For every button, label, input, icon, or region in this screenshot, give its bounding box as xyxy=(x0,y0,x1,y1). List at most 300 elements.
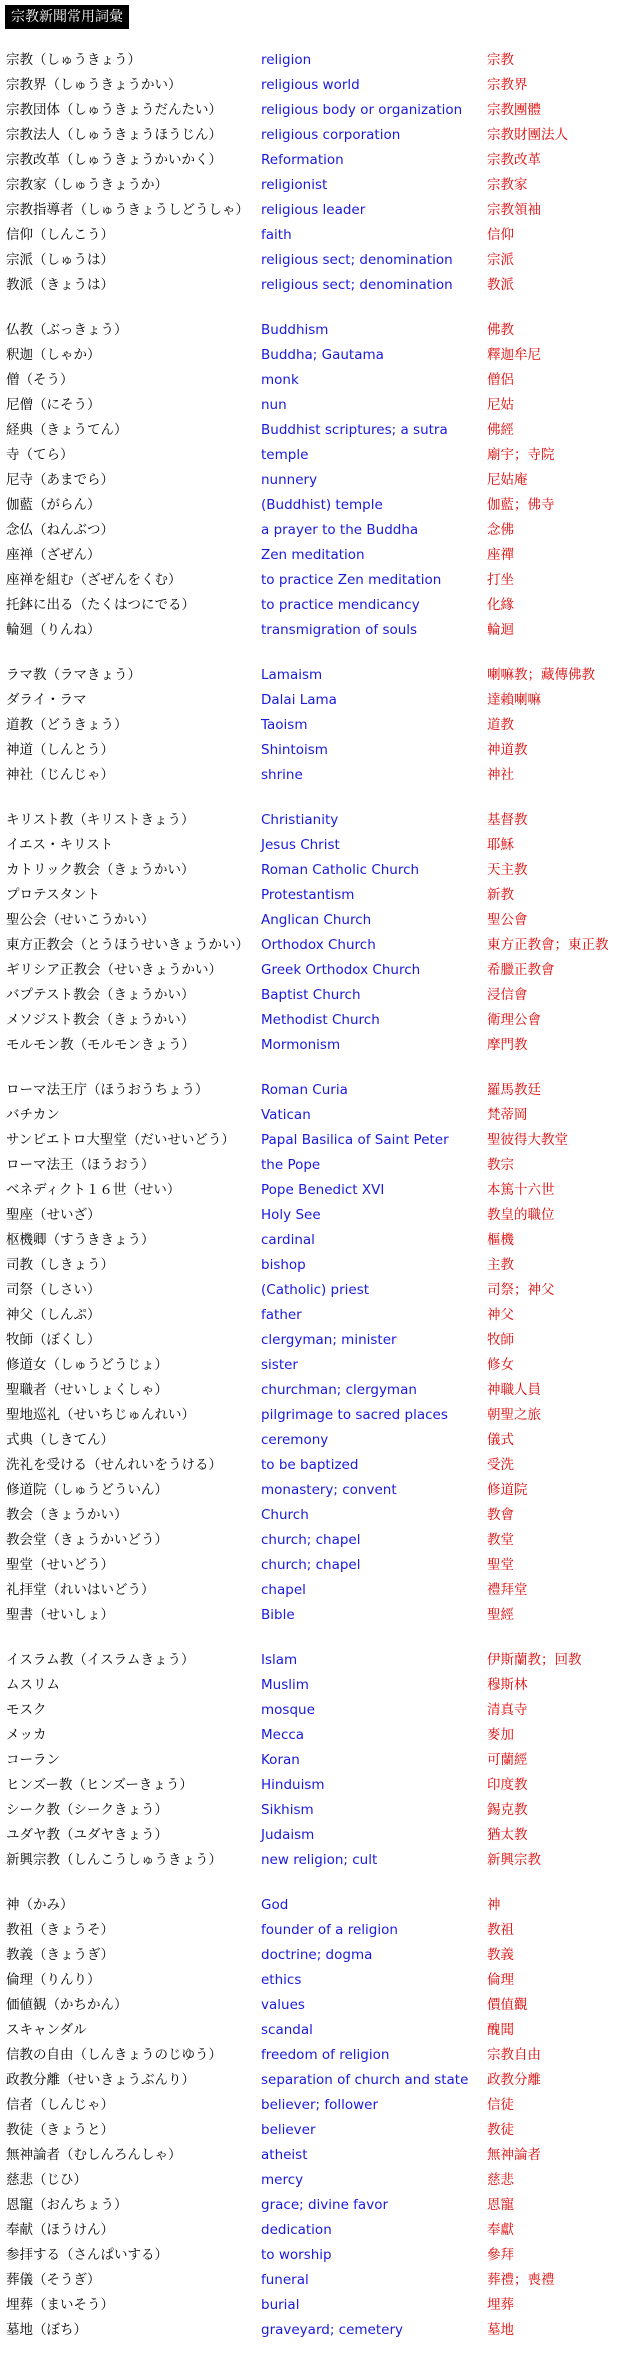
chinese-translation: 喇嘛教；藏傳佛教 xyxy=(487,667,595,683)
glossary-row xyxy=(0,2268,630,2293)
english-translation: Lamaism xyxy=(261,667,323,683)
chinese-translation: 佛經 xyxy=(487,422,514,438)
chinese-translation: 道教 xyxy=(487,717,514,733)
glossary-row xyxy=(0,468,630,493)
english-translation: founder of a religion xyxy=(261,1922,398,1938)
chinese-translation: 神職人員 xyxy=(487,1382,541,1398)
glossary-row xyxy=(0,1178,630,1203)
japanese-term: 僧（そう） xyxy=(6,372,74,388)
english-translation: atheist xyxy=(261,2147,308,2163)
chinese-translation: 打坐 xyxy=(487,572,514,588)
japanese-term: プロテスタント xyxy=(6,887,100,903)
english-translation: (Buddhist) temple xyxy=(261,497,383,513)
chinese-translation: 教皇的職位 xyxy=(487,1207,555,1223)
glossary-row xyxy=(0,1648,630,1673)
chinese-translation: 希臘正教會 xyxy=(487,962,555,978)
chinese-translation: 宗教改革 xyxy=(487,152,541,168)
japanese-term: 倫理（りんり） xyxy=(6,1972,101,1988)
english-translation: religious body or organization xyxy=(261,102,463,118)
glossary-row xyxy=(0,1603,630,1628)
english-translation: Muslim xyxy=(261,1677,309,1693)
chinese-translation: 埋葬 xyxy=(487,2297,514,2313)
chinese-translation: 醜聞 xyxy=(487,2022,514,2038)
chinese-translation: 基督教 xyxy=(487,812,528,828)
chinese-translation: 東方正教會；東正教 xyxy=(487,937,609,953)
japanese-term: シーク教（シークきょう） xyxy=(6,1802,168,1818)
japanese-term: 座禅を組む（ざぜんをくむ） xyxy=(6,572,182,588)
glossary-row xyxy=(0,1823,630,1848)
glossary-row xyxy=(0,418,630,443)
chinese-translation: 教義 xyxy=(487,1947,514,1963)
japanese-term: バチカン xyxy=(6,1107,60,1123)
english-translation: father xyxy=(261,1307,302,1323)
japanese-term: 座禅（ざぜん） xyxy=(6,547,101,563)
english-translation: dedication xyxy=(261,2222,332,2238)
chinese-translation: 聖堂 xyxy=(487,1557,514,1573)
japanese-term: 恩寵（おんちょう） xyxy=(6,2197,128,2213)
glossary-list xyxy=(0,48,630,2363)
chinese-translation: 教宗 xyxy=(487,1157,514,1173)
glossary-row xyxy=(0,713,630,738)
glossary-row xyxy=(0,1578,630,1603)
glossary-row xyxy=(0,543,630,568)
glossary-row xyxy=(0,123,630,148)
glossary-row xyxy=(0,48,630,73)
glossary-row xyxy=(0,2043,630,2068)
glossary-row xyxy=(0,1228,630,1253)
english-translation: Sikhism xyxy=(261,1802,314,1818)
chinese-translation: 信仰 xyxy=(487,227,514,243)
english-translation: Greek Orthodox Church xyxy=(261,962,421,978)
english-translation: believer xyxy=(261,2122,316,2138)
japanese-term: ローマ法王（ほうおう） xyxy=(6,1157,155,1173)
japanese-term: 無神論者（むしんろんしゃ） xyxy=(6,2147,182,2163)
japanese-term: モルモン教（モルモンきょう） xyxy=(6,1037,195,1053)
english-translation: religionist xyxy=(261,177,328,193)
glossary-section xyxy=(0,318,630,643)
japanese-term: 聖公会（せいこうかい） xyxy=(6,912,155,928)
english-translation: Reformation xyxy=(261,152,344,168)
english-translation: nun xyxy=(261,397,287,413)
japanese-term: 釈迦（しゃか） xyxy=(6,347,101,363)
english-translation: church; chapel xyxy=(261,1557,361,1573)
glossary-row xyxy=(0,2118,630,2143)
english-translation: separation of church and state xyxy=(261,2072,469,2088)
glossary-row xyxy=(0,1453,630,1478)
japanese-term: 神父（しんぷ） xyxy=(6,1307,101,1323)
glossary-row xyxy=(0,1428,630,1453)
glossary-row xyxy=(0,1078,630,1103)
glossary-row xyxy=(0,663,630,688)
english-translation: the Pope xyxy=(261,1157,321,1173)
english-translation: Bible xyxy=(261,1607,295,1623)
chinese-translation: 聖彼得大教堂 xyxy=(487,1132,568,1148)
chinese-translation: 天主教 xyxy=(487,862,528,878)
english-translation: ethics xyxy=(261,1972,302,1988)
chinese-translation: 宗教 xyxy=(487,52,514,68)
chinese-translation: 本篤十六世 xyxy=(487,1182,555,1198)
english-translation: religious sect; denomination xyxy=(261,277,453,293)
chinese-translation: 尼姑庵 xyxy=(487,472,528,488)
english-translation: Hinduism xyxy=(261,1777,325,1793)
chinese-translation: 宗教領袖 xyxy=(487,202,541,218)
japanese-term: カトリック教会（きょうかい） xyxy=(6,862,195,878)
english-translation: values xyxy=(261,1997,305,2013)
english-translation: monastery; convent xyxy=(261,1482,397,1498)
english-translation: Orthodox Church xyxy=(261,937,376,953)
glossary-row xyxy=(0,368,630,393)
chinese-translation: 倫理 xyxy=(487,1972,514,1988)
chinese-translation: 神父 xyxy=(487,1307,514,1323)
chinese-translation: 梵蒂岡 xyxy=(487,1107,528,1123)
english-translation: mosque xyxy=(261,1702,315,1718)
english-translation: clergyman; minister xyxy=(261,1332,397,1348)
glossary-row xyxy=(0,343,630,368)
glossary-row xyxy=(0,833,630,858)
chinese-translation: 受洗 xyxy=(487,1457,514,1473)
glossary-row xyxy=(0,1008,630,1033)
japanese-term: 修道院（しゅうどういん） xyxy=(6,1482,168,1498)
glossary-row xyxy=(0,1253,630,1278)
glossary-row xyxy=(0,1403,630,1428)
english-translation: Shintoism xyxy=(261,742,328,758)
chinese-translation: 政教分離 xyxy=(487,2072,541,2088)
glossary-row xyxy=(0,1103,630,1128)
english-translation: bishop xyxy=(261,1257,306,1273)
english-translation: Mecca xyxy=(261,1727,305,1743)
japanese-term: 墓地（ぼち） xyxy=(6,2322,87,2338)
english-translation: Papal Basilica of Saint Peter xyxy=(261,1132,449,1148)
english-translation: Church xyxy=(261,1507,309,1523)
glossary-row xyxy=(0,518,630,543)
glossary-row xyxy=(0,883,630,908)
english-translation: mercy xyxy=(261,2172,304,2188)
glossary-row xyxy=(0,1203,630,1228)
glossary-row xyxy=(0,223,630,248)
glossary-row xyxy=(0,958,630,983)
english-translation: sister xyxy=(261,1357,298,1373)
english-translation: transmigration of souls xyxy=(261,622,418,638)
english-translation: to practice Zen meditation xyxy=(261,572,442,588)
glossary-row xyxy=(0,148,630,173)
english-translation: monk xyxy=(261,372,299,388)
chinese-translation: 摩門教 xyxy=(487,1037,528,1053)
japanese-term: 聖職者（せいしょくしゃ） xyxy=(6,1382,168,1398)
english-translation: Anglican Church xyxy=(261,912,372,928)
chinese-translation: 可蘭經 xyxy=(487,1752,528,1768)
japanese-term: ローマ法王庁（ほうおうちょう） xyxy=(6,1082,209,1098)
glossary-row xyxy=(0,318,630,343)
glossary-row xyxy=(0,908,630,933)
glossary-row xyxy=(0,1278,630,1303)
japanese-term: 宗教改革（しゅうきょうかいかく） xyxy=(6,152,222,168)
chinese-translation: 神社 xyxy=(487,767,514,783)
japanese-term: ダライ・ラマ xyxy=(6,692,87,708)
japanese-term: 神道（しんとう） xyxy=(6,742,114,758)
english-translation: faith xyxy=(261,227,292,243)
chinese-translation: 司祭；神父 xyxy=(487,1282,555,1298)
english-translation: cardinal xyxy=(261,1232,315,1248)
japanese-term: 埋葬（まいそう） xyxy=(6,2297,114,2313)
english-translation: grace; divine favor xyxy=(261,2197,388,2213)
chinese-translation: 教徒 xyxy=(487,2122,514,2138)
glossary-row xyxy=(0,763,630,788)
japanese-term: 信教の自由（しんきょうのじゆう） xyxy=(6,2047,222,2063)
glossary-row xyxy=(0,2168,630,2193)
chinese-translation: 修道院 xyxy=(487,1482,528,1498)
chinese-translation: 禮拜堂 xyxy=(487,1582,528,1598)
glossary-row xyxy=(0,443,630,468)
glossary-section xyxy=(0,1648,630,1873)
chinese-translation: 印度教 xyxy=(487,1777,528,1793)
english-translation: ceremony xyxy=(261,1432,329,1448)
japanese-term: 宗教団体（しゅうきょうだんたい） xyxy=(6,102,222,118)
chinese-translation: 宗教界 xyxy=(487,77,528,93)
english-translation: believer; follower xyxy=(261,2097,379,2113)
english-translation: Buddha; Gautama xyxy=(261,347,384,363)
english-translation: to worship xyxy=(261,2247,332,2263)
glossary-row xyxy=(0,1723,630,1748)
glossary-row xyxy=(0,568,630,593)
english-translation: Pope Benedict XVI xyxy=(261,1182,385,1198)
chinese-translation: 新興宗教 xyxy=(487,1852,541,1868)
japanese-term: 教義（きょうぎ） xyxy=(6,1947,114,1963)
glossary-section xyxy=(0,1078,630,1628)
english-translation: Baptist Church xyxy=(261,987,361,1003)
english-translation: temple xyxy=(261,447,309,463)
japanese-term: 慈悲（じひ） xyxy=(6,2172,87,2188)
glossary-row xyxy=(0,198,630,223)
english-translation: Koran xyxy=(261,1752,300,1768)
chinese-translation: 奉獻 xyxy=(487,2222,514,2238)
japanese-term: 尼寺（あまでら） xyxy=(6,472,114,488)
english-translation: funeral xyxy=(261,2272,309,2288)
english-translation: Vatican xyxy=(261,1107,311,1123)
chinese-translation: 教祖 xyxy=(487,1922,514,1938)
english-translation: God xyxy=(261,1897,289,1913)
english-translation: nunnery xyxy=(261,472,318,488)
japanese-term: 教会堂（きょうかいどう） xyxy=(6,1532,168,1548)
english-translation: Holy See xyxy=(261,1207,321,1223)
glossary-row xyxy=(0,1478,630,1503)
english-translation: religious corporation xyxy=(261,127,401,143)
japanese-term: 教派（きょうは） xyxy=(6,277,114,293)
japanese-term: 東方正教会（とうほうせいきょうかい） xyxy=(6,937,249,953)
japanese-term: キリスト教（キリストきょう） xyxy=(6,812,195,828)
english-translation: churchman; clergyman xyxy=(261,1382,417,1398)
chinese-translation: 牧師 xyxy=(487,1332,514,1348)
glossary-row xyxy=(0,273,630,298)
glossary-row xyxy=(0,1798,630,1823)
glossary-row xyxy=(0,1968,630,1993)
japanese-term: 信仰（しんこう） xyxy=(6,227,114,243)
glossary-section xyxy=(0,663,630,788)
english-translation: Jesus Christ xyxy=(261,837,340,853)
english-translation: Taoism xyxy=(261,717,308,733)
japanese-term: コーラン xyxy=(6,1752,60,1768)
glossary-row xyxy=(0,933,630,958)
japanese-term: 伽藍（がらん） xyxy=(6,497,101,513)
chinese-translation: 恩寵 xyxy=(487,2197,514,2213)
glossary-row xyxy=(0,2018,630,2043)
japanese-term: 念仏（ねんぶつ） xyxy=(6,522,114,538)
japanese-term: 神社（じんじゃ） xyxy=(6,767,114,783)
glossary-row xyxy=(0,1993,630,2018)
glossary-row xyxy=(0,738,630,763)
japanese-term: 礼拝堂（れいはいどう） xyxy=(6,1582,155,1598)
glossary-row xyxy=(0,1848,630,1873)
glossary-row xyxy=(0,1553,630,1578)
glossary-row xyxy=(0,1378,630,1403)
english-translation: to be baptized xyxy=(261,1457,359,1473)
glossary-section xyxy=(0,1893,630,2343)
japanese-term: ベネディクト１６世（せい） xyxy=(6,1182,181,1198)
japanese-term: 聖堂（せいどう） xyxy=(6,1557,114,1573)
japanese-term: 価値観（かちかん） xyxy=(6,1997,128,2013)
glossary-row xyxy=(0,73,630,98)
chinese-translation: 慈悲 xyxy=(487,2172,514,2188)
english-translation: Roman Catholic Church xyxy=(261,862,420,878)
glossary-row xyxy=(0,593,630,618)
japanese-term: 宗教（しゅうきょう） xyxy=(6,52,141,68)
english-translation: Buddhist scriptures; a sutra xyxy=(261,422,448,438)
chinese-translation: 參拜 xyxy=(487,2247,514,2263)
english-translation: Methodist Church xyxy=(261,1012,380,1028)
glossary-row xyxy=(0,248,630,273)
japanese-term: イスラム教（イスラムきょう） xyxy=(6,1652,195,1668)
glossary-row xyxy=(0,1673,630,1698)
glossary-row xyxy=(0,2193,630,2218)
glossary-row xyxy=(0,618,630,643)
japanese-term: 経典（きょうてん） xyxy=(6,422,128,438)
glossary-row xyxy=(0,1528,630,1553)
chinese-translation: 羅馬教廷 xyxy=(487,1082,541,1098)
english-translation: chapel xyxy=(261,1582,306,1598)
chinese-translation: 念佛 xyxy=(487,522,514,538)
japanese-term: 宗教指導者（しゅうきょうしどうしゃ） xyxy=(6,202,249,218)
english-translation: Protestantism xyxy=(261,887,355,903)
glossary-row xyxy=(0,983,630,1008)
japanese-term: 政教分離（せいきょうぶんり） xyxy=(6,2072,195,2088)
chinese-translation: 聖經 xyxy=(487,1607,514,1623)
japanese-term: ムスリム xyxy=(6,1677,60,1693)
chinese-translation: 僧侶 xyxy=(487,372,514,388)
chinese-translation: 座禪 xyxy=(487,547,514,563)
page-title: 宗教新聞常用詞彙 xyxy=(5,5,129,29)
glossary-row xyxy=(0,1748,630,1773)
japanese-term: 聖地巡礼（せいちじゅんれい） xyxy=(6,1407,195,1423)
english-translation: Zen meditation xyxy=(261,547,365,563)
english-translation: (Catholic) priest xyxy=(261,1282,370,1298)
japanese-term: 式典（しきてん） xyxy=(6,1432,114,1448)
glossary-row xyxy=(0,1698,630,1723)
japanese-term: メッカ xyxy=(6,1727,47,1743)
english-translation: scandal xyxy=(261,2022,313,2038)
japanese-term: 教祖（きょうそ） xyxy=(6,1922,114,1938)
glossary-row xyxy=(0,1153,630,1178)
glossary-row xyxy=(0,493,630,518)
glossary-row xyxy=(0,1128,630,1153)
chinese-translation: 穆斯林 xyxy=(487,1677,528,1693)
glossary-row xyxy=(0,808,630,833)
chinese-translation: 價值觀 xyxy=(487,1997,528,2013)
glossary-section xyxy=(0,48,630,298)
english-translation: graveyard; cemetery xyxy=(261,2322,403,2338)
english-translation: new religion; cult xyxy=(261,1852,378,1868)
english-translation: shrine xyxy=(261,767,303,783)
chinese-translation: 聖公會 xyxy=(487,912,528,928)
english-translation: religious world xyxy=(261,77,360,93)
japanese-term: 聖書（せいしょ） xyxy=(6,1607,114,1623)
japanese-term: 宗派（しゅうは） xyxy=(6,252,114,268)
glossary-row xyxy=(0,2218,630,2243)
japanese-term: 宗教法人（しゅうきょうほうじん） xyxy=(6,127,222,143)
chinese-translation: 墓地 xyxy=(487,2322,514,2338)
glossary-row xyxy=(0,2093,630,2118)
english-translation: burial xyxy=(261,2297,300,2313)
chinese-translation: 佛教 xyxy=(487,322,514,338)
chinese-translation: 達賴喇嘛 xyxy=(487,692,541,708)
chinese-translation: 化緣 xyxy=(487,597,514,613)
chinese-translation: 伊斯蘭教；回教 xyxy=(487,1652,582,1668)
japanese-term: 托鉢に出る（たくはつにでる） xyxy=(6,597,195,613)
japanese-term: 牧師（ぼくし） xyxy=(6,1332,101,1348)
chinese-translation: 教堂 xyxy=(487,1532,514,1548)
chinese-translation: 朝聖之旅 xyxy=(487,1407,541,1423)
chinese-translation: 釋迦牟尼 xyxy=(487,347,541,363)
japanese-term: 輪廻（りんね） xyxy=(6,622,101,638)
japanese-term: ヒンズー教（ヒンズーきょう） xyxy=(6,1777,193,1793)
japanese-term: 信者（しんじゃ） xyxy=(6,2097,114,2113)
english-translation: doctrine; dogma xyxy=(261,1947,373,1963)
english-translation: Mormonism xyxy=(261,1037,341,1053)
chinese-translation: 宗教團體 xyxy=(487,102,541,118)
japanese-term: 聖座（せいざ） xyxy=(6,1207,101,1223)
japanese-term: 司教（しきょう） xyxy=(6,1257,114,1273)
chinese-translation: 信徒 xyxy=(487,2097,514,2113)
chinese-translation: 耶穌 xyxy=(487,837,514,853)
english-translation: Judaism xyxy=(261,1827,315,1843)
glossary-row xyxy=(0,2143,630,2168)
glossary-row xyxy=(0,1773,630,1798)
japanese-term: 新興宗教（しんこうしゅうきょう） xyxy=(6,1852,222,1868)
glossary-row xyxy=(0,1353,630,1378)
chinese-translation: 宗教自由 xyxy=(487,2047,541,2063)
chinese-translation: 教派 xyxy=(487,277,514,293)
japanese-term: ラマ教（ラマきょう） xyxy=(6,667,141,683)
japanese-term: 寺（てら） xyxy=(6,447,74,463)
glossary-row xyxy=(0,393,630,418)
chinese-translation: 輪迴 xyxy=(487,622,514,638)
glossary-row xyxy=(0,2243,630,2268)
glossary-row xyxy=(0,1503,630,1528)
glossary-row xyxy=(0,2318,630,2343)
chinese-translation: 新教 xyxy=(487,887,514,903)
english-translation: Roman Curia xyxy=(261,1082,348,1098)
glossary-row xyxy=(0,1303,630,1328)
chinese-translation: 宗教家 xyxy=(487,177,528,193)
chinese-translation: 廟宇；寺院 xyxy=(487,447,555,463)
japanese-term: イエス・キリスト xyxy=(6,837,114,853)
chinese-translation: 教會 xyxy=(487,1507,514,1523)
japanese-term: メソジスト教会（きょうかい） xyxy=(6,1012,195,1028)
japanese-term: 洗礼を受ける（せんれいをうける） xyxy=(6,1457,222,1473)
japanese-term: 尼僧（にそう） xyxy=(6,397,101,413)
chinese-translation: 無神論者 xyxy=(487,2147,541,2163)
glossary-row xyxy=(0,1918,630,1943)
japanese-term: 司祭（しさい） xyxy=(6,1282,101,1298)
glossary-section xyxy=(0,808,630,1058)
